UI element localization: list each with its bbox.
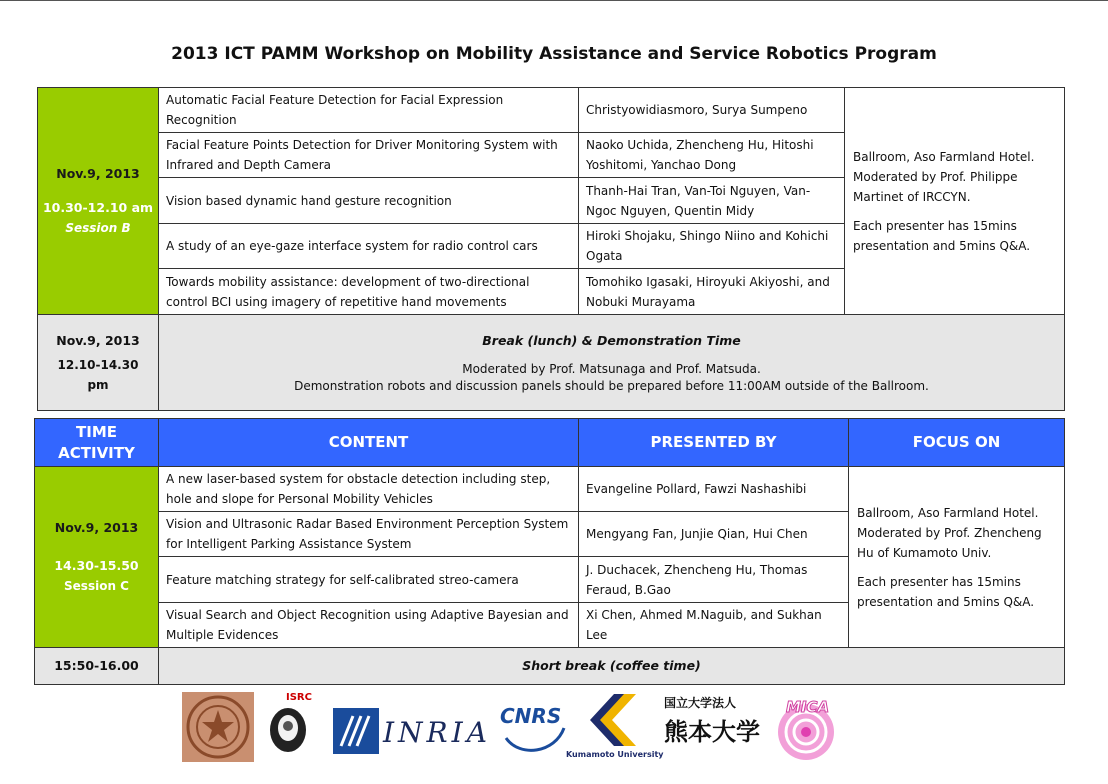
cnrs-logo [500,698,570,756]
kumamoto-jp-big: 熊本大学 [664,718,760,746]
lunch-time: 12.10-14.30 pm [57,357,139,392]
top-rule [0,0,1108,1]
isrc-text: ISRC [286,692,312,703]
paper-title: Towards mobility assistance: development of two-directional control BCI using imagery of repetitive hand movements [159,269,579,315]
kumamoto-jp-small: 国立大学法人 [664,696,737,710]
kumamoto-university-logo [566,692,662,764]
paper-presenters: J. Duchacek, Zhencheng Hu, Thomas Feraud, B.Gao [579,557,849,603]
header-row [35,419,1065,467]
kumamoto-en-text: Kumamoto University [566,750,664,759]
isrc-logo [264,694,320,756]
session-b-focus [845,88,1065,315]
kumamoto-jp-logo [664,694,774,754]
paper-title: Feature matching strategy for self-calibrated streo-camera [159,557,579,603]
session-b-date: Nov.9, 2013 [56,166,140,181]
focus-note: Each presenter has 15mins presentation and 5mins Q&A. [857,574,1035,609]
header-presented-by: PRESENTED BY [579,419,849,467]
inria-logo [333,708,498,754]
inria-text: INRIA [383,716,491,749]
paper-title: Vision and Ultrasonic Radar Based Environment Perception System for Intelligent Parking Assistance System [159,512,579,557]
paper-title: Visual Search and Object Recognition using Adaptive Bayesian and Multiple Evidences [159,603,579,648]
lunch-time-cell [38,315,159,411]
session-b-name: Session B [65,221,131,235]
paper-title: Vision based dynamic hand gesture recognition [159,178,579,224]
paper-presenters: Xi Chen, Ahmed M.Naguib, and Sukhan Lee [579,603,849,648]
session-b-time-cell [38,88,159,315]
header-content: CONTENT [159,419,579,467]
paper-presenters: Evangeline Pollard, Fawzi Nashashibi [579,467,849,512]
session-b-time: 10.30-12.10 am [42,200,154,215]
coffee-content [159,648,1065,685]
header-time-activity [35,419,159,467]
paper-title: Automatic Facial Feature Detection for Facial Expression Recognition [159,88,579,133]
session-c-date: Nov.9, 2013 [54,520,139,535]
lunch-row [38,315,1065,411]
session-c-focus [849,467,1065,648]
lunch-line-1: Moderated by Prof. Matsunaga and Prof. Matsuda. [462,361,761,376]
table-row [38,88,1065,133]
session-c-table [34,418,1065,685]
paper-presenters: Thanh-Hai Tran, Van-Toi Nguyen, Van-Ngoc Nguyen, Quentin Midy [579,178,845,224]
focus-venue: Ballroom, Aso Farmland Hotel. Moderated by Prof. Zhencheng Hu of Kumamoto Univ. [857,505,1042,560]
mica-text: MICA [786,698,830,716]
mica-logo [774,696,838,762]
paper-presenters: Mengyang Fan, Junjie Qian, Hui Chen [579,512,849,557]
focus-note: Each presenter has 15mins presentation and 5mins Q&A. [853,218,1031,253]
lunch-content [159,315,1065,411]
header-focus-on: FOCUS ON [849,419,1065,467]
session-c-time-cell [35,467,159,648]
paper-presenters: Christyowidiasmoro, Surya Sumpeno [579,88,845,133]
paper-presenters: Hiroki Shojaku, Shingo Niino and Kohichi Ogata [579,224,845,269]
paper-title: Facial Feature Points Detection for Driver Monitoring System with Infrared and Depth Camera [159,133,579,178]
focus-venue: Ballroom, Aso Farmland Hotel. Moderated by Prof. Philippe Martinet of IRCCYN. [853,149,1035,204]
paper-title: A new laser-based system for obstacle detection including step, hole and slope for Personal Mobility Vehicles [159,467,579,512]
university-seal-logo [182,692,254,762]
paper-presenters: Naoko Uchida, Zhencheng Hu, Hitoshi Yoshitomi, Yanchao Dong [579,133,845,178]
sponsor-logos [180,690,880,770]
session-c-name: Session C [64,579,129,593]
paper-presenters: Tomohiko Igasaki, Hiroyuki Akiyoshi, and Nobuki Murayama [579,269,845,315]
coffee-time: 15:50-16.00 [35,648,159,685]
coffee-title: Short break (coffee time) [522,658,701,673]
page-title: 2013 ICT PAMM Workshop on Mobility Assistance and Service Robotics Program [171,44,937,64]
table-row [35,467,1065,512]
session-c-time: 14.30-15.50 [54,558,139,573]
cnrs-text: CNRS [500,704,562,728]
coffee-row [35,648,1065,685]
paper-title: A study of an eye-gaze interface system for radio control cars [159,224,579,269]
lunch-date: Nov.9, 2013 [56,332,140,348]
session-b-table [37,87,1065,411]
header-activity: ACTIVITY [58,443,135,462]
header-time: TIME [76,422,117,441]
lunch-title: Break (lunch) & Demonstration Time [482,332,741,348]
lunch-line-2: Demonstration robots and discussion panels should be prepared before 11:00AM outside of the Ballroom. [294,378,929,393]
